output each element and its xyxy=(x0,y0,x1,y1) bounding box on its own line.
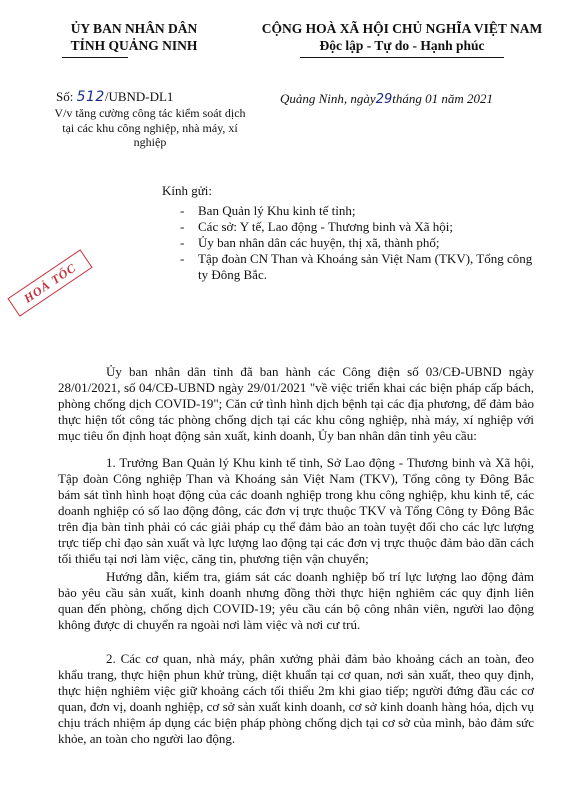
urgent-stamp: HOẢ TỐC xyxy=(7,249,92,316)
document-subject: V/v tăng cường công tác kiểm soát dịch tại các khu công nghiệp, nhà máy, xí nghiệp xyxy=(54,106,246,149)
recipient-item: - Ban Quản lý Khu kinh tế tỉnh; xyxy=(180,203,356,218)
nation-line-2: Độc lập - Tự do - Hạnh phúc xyxy=(319,38,485,53)
national-motto xyxy=(252,20,552,54)
document-date xyxy=(280,91,493,107)
paragraph-2: 2. Các cơ quan, nhà máy, phân xưởng phải đảm bảo khoảng cách an toàn, đeo khẩu trang, thực hiện phun khử trùng, diệt khuẩn tại cơ quan, nơi sản xuất, theo quy định, thực hiện nghiêm việc giữ khoảng cách tối thiểu 2m khi giao tiếp; người đứng đầu các cơ quan, đơn vị, doanh nghiệp, cơ sở sản xuất kinh doanh, cơ sở kinh doanh hàng hóa, dịch vụ chịu trách nhiệm áp dụng các biện pháp phòng chống dịch tại cơ sở của mình, bảo đảm sức khỏe, an toàn cho người lao động. xyxy=(58,651,534,746)
issuing-authority xyxy=(44,20,224,54)
paragraph-1: 1. Trưởng Ban Quản lý Khu kinh tế tỉnh, Sở Lao động - Thương binh và Xã hội, Tập đoàn Công nghiệp Than và Khoáng sản Việt Nam (TKV), Tổng công ty Đông Bắc bám sát tình hình hoạt động của các doanh nghiệp trong khu công nghiệp, khu kinh tế, các doanh nghiệp có số lao động đông, các đơn vị trực thuộc TKV và Tổng Công ty Đông Bắc trên địa bàn tỉnh phải có các giải pháp cụ thể đảm bảo an toàn tuyệt đối cho các lực lượng trực tiếp chỉ đạo sản xuất và lực lượng lao động tại các đơn vị trực thuộc đảm bảo dãn cách tối thiểu tại nơi làm việc, căng tin, phương tiện vận chuyển; xyxy=(58,455,534,566)
recipient-item: - Tập đoàn CN Than và Khoáng sản Việt Nam (TKV), Tổng công ty Đông Bắc. xyxy=(180,251,533,282)
date-suffix: tháng 01 năm 2021 xyxy=(392,91,493,106)
org-line-2: TỈNH QUẢNG NINH xyxy=(70,38,198,53)
document-number xyxy=(56,89,173,105)
so-suffix: /UBND-DL1 xyxy=(104,89,174,104)
nation-line-1: CỘNG HOÀ XÃ HỘI CHỦ NGHĨA VIỆT NAM xyxy=(261,21,543,36)
authority-underline xyxy=(62,57,128,58)
recipients-list xyxy=(180,203,540,283)
date-prefix: Quảng Ninh, ngày xyxy=(280,91,376,106)
intro-paragraph: Ủy ban nhân dân tỉnh đã ban hành các Công điện số 03/CĐ-UBND ngày 28/01/2021, số 04/CĐ-UBND ngày 29/01/2021 "về việc triển khai các biện pháp cấp bách, phòng chống dịch COVID-19"; Căn cứ tình hình dịch bệnh tại các địa phương, để đảm bảo thực hiện tốt công tác phòng chống dịch tại các khu công nghiệp, nhà máy, xí nghiệp với mục tiêu ổn định hoạt động sản xuất, kinh doanh, Ủy ban nhân dân tỉnh yêu cầu: xyxy=(58,364,534,443)
recipients-heading: Kính gửi: xyxy=(162,183,213,198)
recipient-item: - Các sở: Y tế, Lao động - Thương binh và Xã hội; xyxy=(180,219,453,234)
handwritten-number: 512 xyxy=(76,89,105,105)
handwritten-day: 29 xyxy=(375,92,393,107)
paragraph-guidance: Hướng dẫn, kiểm tra, giám sát các doanh nghiệp bố trí lực lượng lao động đảm bảo yêu cầu sản xuất, kinh doanh nhưng đồng thời thực hiện nghiêm các quy định liên quan đến phòng, chống dịch COVID-19; yêu cầu cán bộ công nhân viên, người lao động không được di chuyển ra ngoài nơi làm việc và nơi cư trú. xyxy=(58,569,534,632)
recipient-item: - Ủy ban nhân dân các huyện, thị xã, thành phố; xyxy=(180,235,440,250)
so-prefix: Số: xyxy=(56,89,74,104)
org-line-1: ỦY BAN NHÂN DÂN xyxy=(70,21,198,36)
motto-underline xyxy=(300,57,504,58)
